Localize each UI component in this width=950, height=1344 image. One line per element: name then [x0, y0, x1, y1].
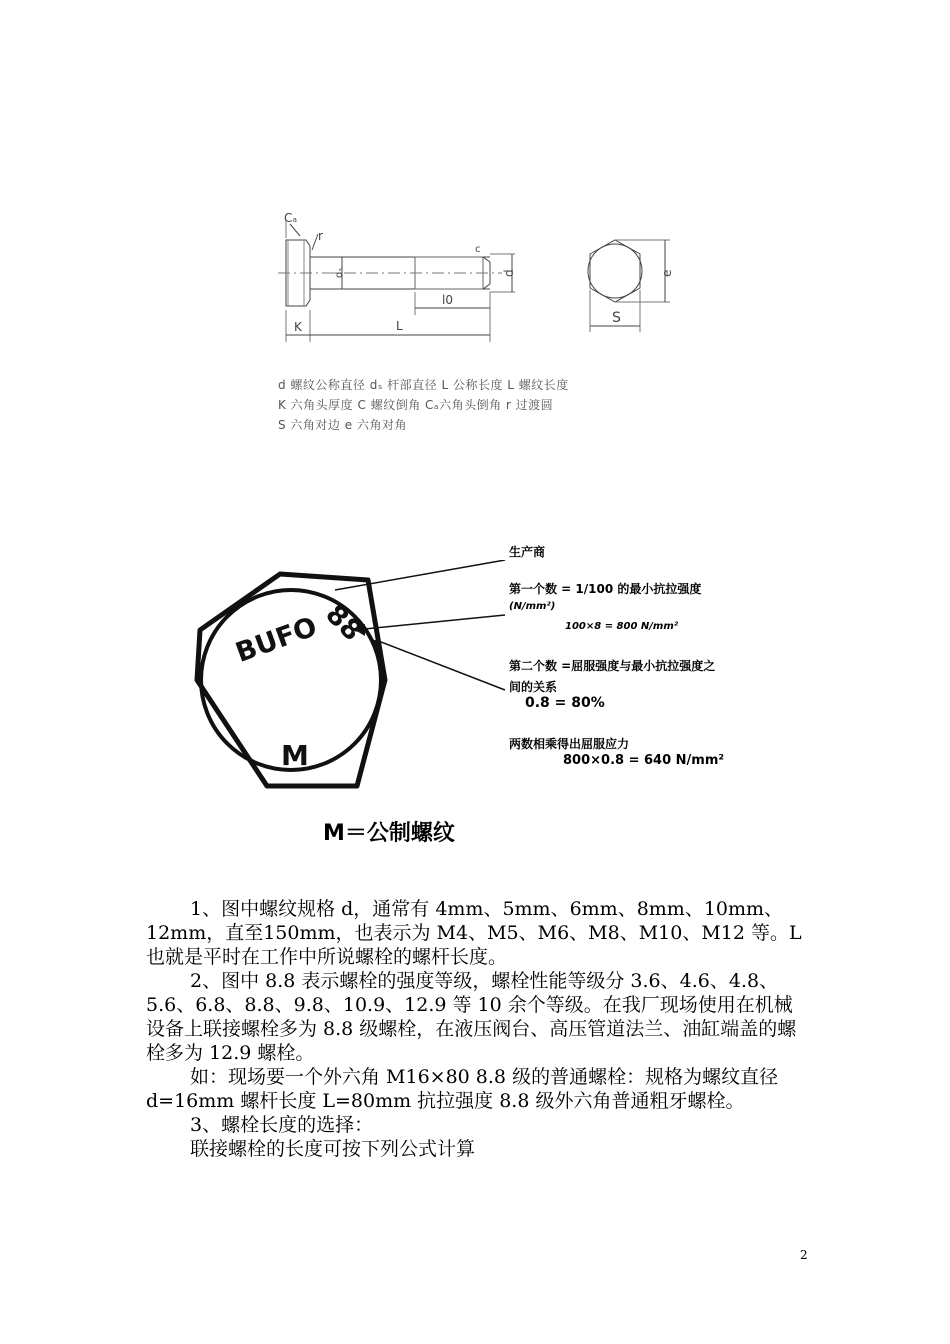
annotation-ratio: 0.8 = 80%	[525, 695, 605, 711]
annotation-unit: (N/mm²)	[509, 601, 556, 612]
annotation-second-number-2: 间的关系	[509, 680, 558, 694]
paragraph-4: 3、螺栓长度的选择：	[190, 1114, 374, 1136]
caption-metric-thread: M＝公制螺纹	[323, 821, 455, 846]
annotation-first-number: 第一个数 = 1/100 的最小抗拉强度	[509, 582, 702, 596]
annotation-product: 两数相乘得出屈服应力	[509, 737, 630, 751]
page-number: 2	[800, 1248, 808, 1262]
annotation-example2: 800×0.8 = 640 N/mm²	[563, 753, 725, 768]
paragraph-1: 1、图中螺纹规格 d，通常有 4mm、5mm、6mm、8mm、10mm、12mm，直至150mm，也表示为 M4、M5、M6、M8、M10、M12 等。L 也就是平时在工作中所说螺栓的螺杆长度。	[146, 898, 802, 968]
annotation-maker: 生产商	[509, 545, 546, 559]
label-d: d	[502, 269, 516, 277]
head-text-bufo: BUFO	[231, 611, 322, 670]
legend-line-2: K 六角头厚度 C 螺纹倒角 Cₐ六角头倒角 r 过渡圆	[278, 398, 554, 412]
label-l0: l0	[442, 293, 453, 307]
body-text	[146, 897, 811, 1161]
annotation-second-number-1: 第二个数 =屈服强度与最小抗拉强度之	[509, 659, 716, 673]
label-l: L	[396, 319, 403, 333]
head-text-grade: 88	[319, 598, 368, 648]
paragraph-2: 2、图中 8.8 表示螺栓的强度等级，螺栓性能等级分 3.6、4.6、4.8、5.6、6.8、8.8、9.8、10.9、12.9 等 10 余个等级。在我厂现场使用在机械设备上联接螺栓多为 8.8 级螺栓，在液压阀台、高压管道法兰、油缸端盖的螺栓多为 12.9 螺栓。	[146, 970, 797, 1064]
bolt-head-marking-diagram	[185, 560, 515, 800]
bolt-dimension-drawing	[270, 210, 700, 350]
legend-line-3: S 六角对边 e 六角对角	[278, 418, 407, 432]
label-k: K	[294, 320, 302, 334]
label-r: r	[318, 229, 323, 243]
legend-line-1: d 螺纹公称直径 dₛ 杆部直径 L 公称长度 L 螺纹长度	[278, 378, 569, 392]
label-ds: dₛ	[334, 267, 345, 278]
paragraph-5: 联接螺栓的长度可按下列公式计算	[190, 1138, 476, 1160]
label-c-top: Cₐ	[284, 211, 298, 225]
label-e: e	[660, 269, 674, 277]
paragraph-3: 如：现场要一个外六角 M16×80 8.8 级的普通螺栓：规格为螺纹直径 d=16mm 螺杆长度 L=80mm 抗拉强度 8.8 级外六角普通粗牙螺栓。	[146, 1066, 779, 1112]
label-s: S	[612, 310, 621, 326]
label-c: c	[475, 244, 481, 255]
annotation-example1: 100×8 = 800 N/mm²	[565, 621, 679, 632]
head-text-m: M	[281, 739, 309, 772]
